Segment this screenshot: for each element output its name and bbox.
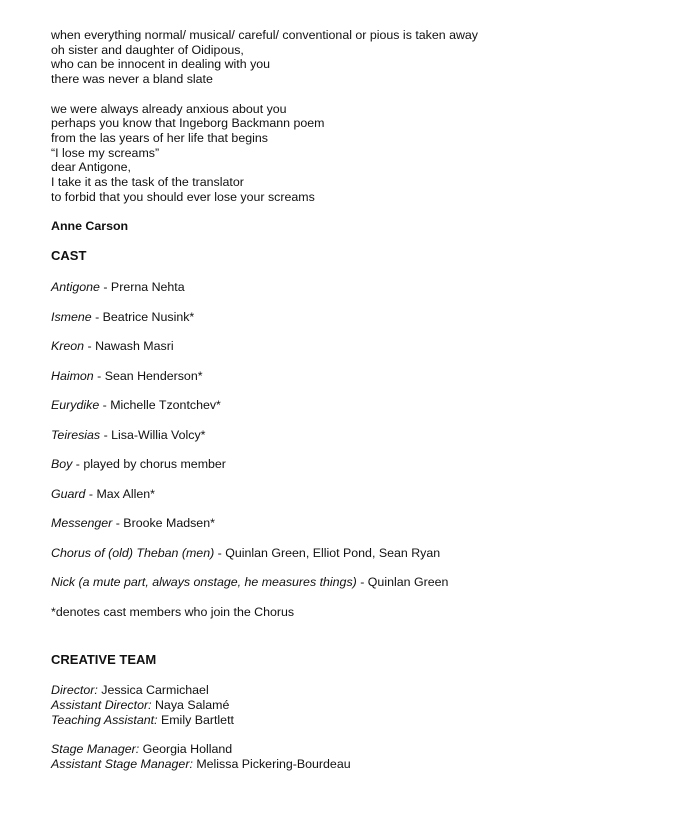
poem-line: from the las years of her life that begins — [51, 130, 268, 145]
cast-role: Haimon — [51, 368, 94, 383]
cast-role: Boy — [51, 457, 73, 472]
cast-role: Messenger — [51, 516, 113, 531]
team-title: Director: — [51, 683, 98, 698]
cast-actor: - Beatrice Nusink* — [91, 309, 195, 324]
cast-role: Ismene — [51, 309, 92, 324]
cast-member — [51, 428, 671, 443]
cast-member — [51, 369, 671, 384]
team-title: Assistant Stage Manager: — [51, 756, 193, 771]
cast-actor: - Nawash Masri — [84, 339, 174, 354]
team-title: Stage Manager: — [51, 742, 140, 757]
team-member — [51, 698, 671, 713]
cast-footnote: *denotes cast members who join the Chorus — [51, 605, 295, 620]
team-member — [51, 757, 671, 772]
team-name: Emily Bartlett — [157, 712, 234, 727]
team-name: Melissa Pickering-Bourdeau — [192, 756, 351, 771]
cast-member — [51, 575, 671, 590]
stanza-gap — [51, 87, 671, 102]
poem-line: when everything normal/ musical/ careful/ conventional or pious is taken away — [51, 28, 479, 42]
poem-line: we were always already anxious about you — [51, 101, 287, 116]
team-member — [51, 742, 671, 757]
poem-line: I take it as the task of the translator — [51, 175, 244, 190]
cast-role: Eurydike — [51, 398, 100, 413]
team-name: Georgia Holland — [139, 742, 233, 757]
cast-actor: - Prerna Nehta — [99, 280, 185, 295]
cast-actor: - Lisa-Willia Volcy* — [100, 427, 206, 442]
cast-actor: - Brooke Madsen* — [112, 516, 215, 531]
poem-line: who can be innocent in dealing with you — [51, 57, 271, 72]
cast-actor: - played by chorus member — [72, 457, 226, 472]
team-member — [51, 713, 671, 728]
creative-team-list — [51, 683, 671, 771]
cast-actor: - Max Allen* — [85, 486, 155, 501]
poem-line: perhaps you know that Ingeborg Backmann poem — [51, 116, 325, 131]
team-member — [51, 683, 671, 698]
cast-role: Kreon — [51, 339, 85, 354]
cast-member — [51, 310, 671, 325]
cast-member — [51, 457, 671, 472]
team-name: Naya Salamé — [151, 698, 230, 713]
team-title: Assistant Director: — [51, 698, 152, 713]
cast-actor: - Quinlan Green, Elliot Pond, Sean Ryan — [214, 545, 441, 560]
cast-role: Guard — [51, 486, 86, 501]
poem-stanza-1 — [51, 28, 671, 87]
cast-role: Teiresias — [51, 427, 101, 442]
poem-line: there was never a bland slate — [51, 72, 213, 87]
cast-actor: - Michelle Tzontchev* — [99, 398, 221, 413]
poem-line: “I lose my screams” — [51, 145, 160, 160]
poem-stanza-2 — [51, 102, 671, 205]
cast-role: Nick (a mute part, always onstage, he measures things) — [51, 575, 357, 590]
cast-role: Chorus of (old) Theban (men) — [51, 545, 215, 560]
cast-list — [51, 280, 671, 590]
team-group — [51, 742, 671, 771]
team-group — [51, 683, 671, 727]
cast-actor: - Sean Henderson* — [93, 368, 203, 383]
poem — [51, 28, 671, 204]
cast-role: Antigone — [51, 280, 100, 295]
team-name: Jessica Carmichael — [97, 683, 209, 698]
cast-actor: - Quinlan Green — [356, 575, 449, 590]
cast-member — [51, 280, 671, 295]
cast-member — [51, 339, 671, 354]
creative-team-heading: CREATIVE TEAM — [51, 652, 157, 668]
cast-member — [51, 516, 671, 531]
poem-line: oh sister and daughter of Oidipous, — [51, 42, 244, 57]
poem-line: dear Antigone, — [51, 160, 131, 175]
poem-author: Anne Carson — [51, 219, 129, 234]
program-page — [51, 28, 671, 786]
cast-member — [51, 398, 671, 413]
cast-member — [51, 487, 671, 502]
team-title: Teaching Assistant: — [51, 712, 158, 727]
cast-heading: CAST — [51, 248, 87, 264]
cast-member — [51, 546, 671, 561]
poem-line: to forbid that you should ever lose your screams — [51, 189, 315, 204]
